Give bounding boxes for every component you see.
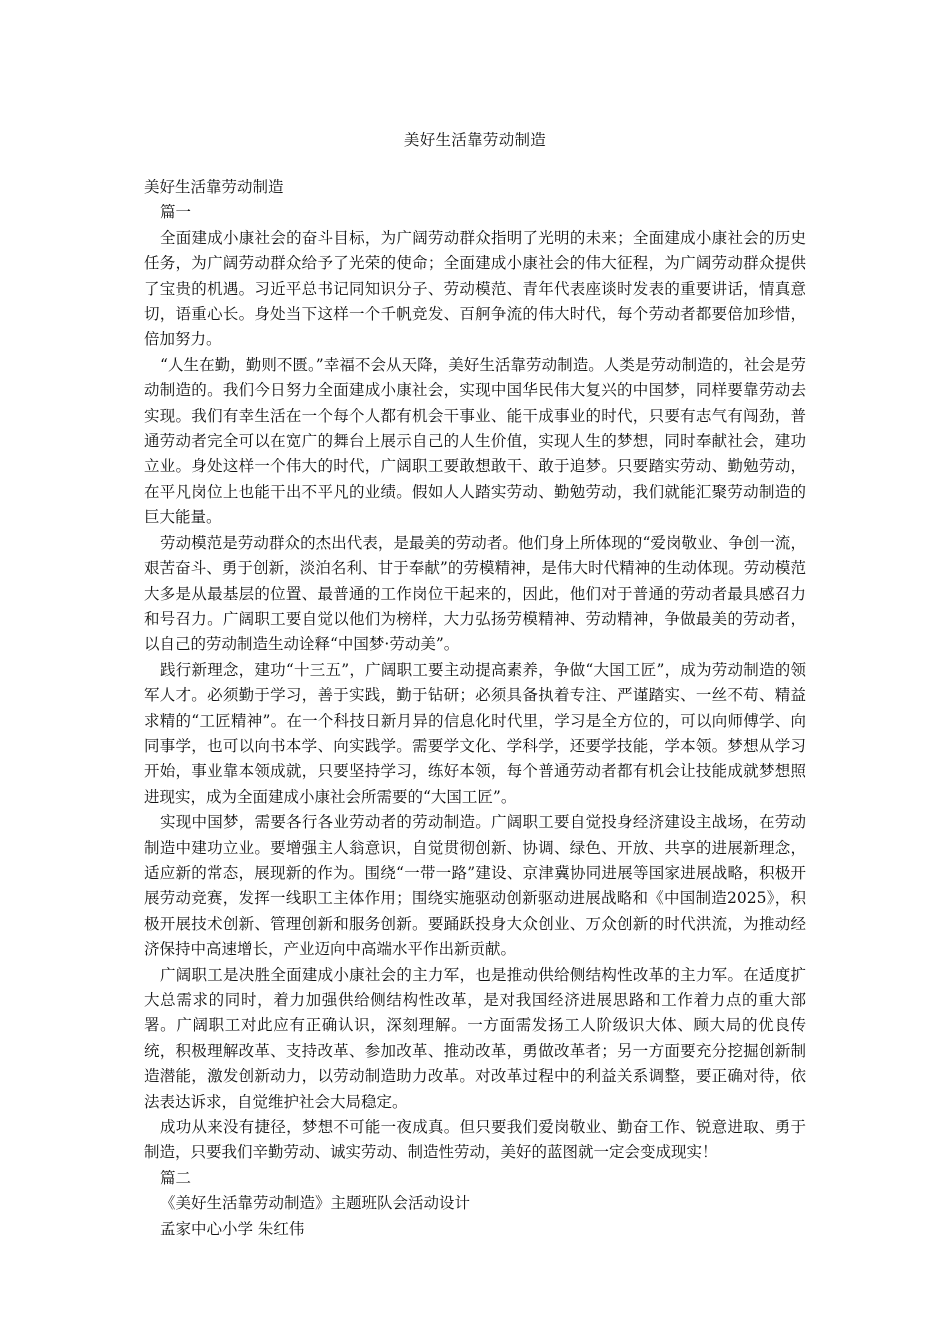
activity-title: 《美好生活靠劳动制造》主题班队会活动设计	[160, 1194, 471, 1213]
document-body	[144, 175, 806, 1242]
paragraph-1: 全面建成小康社会的奋斗目标，为广阔劳动群众指明了光明的未来；全面建成小康社会的历史任务，为广阔劳动群众给予了光荣的使命；全面建成小康社会的伟大征程，为广阔劳动群众提供了宝贵的机遇。习近平总书记同知识分子、劳动模范、青年代表座谈时发表的重要讲话，情真意切，语重心长。身处当下这样一个千帆竞发、百舸争流的伟大时代，每个劳动者都要倍加珍惜，倍加努力。	[144, 228, 806, 349]
paragraph-4: 践行新理念，建功“十三五”，广阔职工要主动提高素养，争做“大国工匠”，成为劳动制造的领军人才。必须勤于学习，善于实践，勤于钻研；必须具备执着专注、严谨踏实、一丝不苟、精益求精的“工匠精神”。在一个科技日新月异的信息化时代里，学习是全方位的，可以向师傅学、向同事学，也可以向书本学、向实践学。需要学文化、学科学，还要学技能，学本领。梦想从学习开始，事业靠本领成就，只要坚持学习，练好本领，每个普通劳动者都有机会让技能成就梦想照进现实，成为全面建成小康社会所需要的“大国工匠”。	[144, 660, 806, 806]
author-line: 孟家中心小学 朱红伟	[160, 1219, 305, 1238]
section-label-1: 篇一	[160, 203, 192, 222]
page-title: 美好生活靠劳动制造	[403, 131, 547, 149]
paragraph-2: “人生在勤，勤则不匮。”幸福不会从天降，美好生活靠劳动制造。人类是劳动制造的，社会是劳动制造的。我们今日努力全面建成小康社会，实现中国华民伟大复兴的中国梦，同样要靠劳动去实现。我们有幸生活在一个每个人都有机会干事业、能干成事业的时代，只要有志气有闯劲，普通劳动者完全可以在宽广的舞台上展示自己的人生价值，实现人生的梦想，同时奉献社会，建功立业。身处这样一个伟大的时代，广阔职工要敢想敢干、敢于追梦。只要踏实劳动、勤勉劳动，在平凡岗位上也能干出不平凡的业绩。假如人人踏实劳动、勤勉劳动，我们就能汇聚劳动制造的巨大能量。	[144, 355, 806, 527]
section-label-2: 篇二	[160, 1168, 192, 1187]
article-heading: 美好生活靠劳动制造	[144, 178, 284, 196]
paragraph-7: 成功从来没有捷径，梦想不可能一夜成真。但只要我们爱岗敬业、勤奋工作、锐意进取、勇于制造，只要我们辛勤劳动、诚实劳动、制造性劳动，美好的蓝图就一定会变成现实！	[144, 1118, 806, 1162]
paragraph-6: 广阔职工是决胜全面建成小康社会的主力军，也是推动供给侧结构性改革的主力军。在适度扩大总需求的同时，着力加强供给侧结构性改革，是对我国经济进展思路和工作着力点的重大部署。广阔职工对此应有正确认识，深刻理解。一方面需发扬工人阶级识大体、顾大局的优良传统，积极理解改革、支持改革、参加改革、推动改革，勇做改革者；另一方面要充分挖掘创新制造潜能，激发创新动力，以劳动制造助力改革。对改革过程中的利益关系调整，要正确对待，依法表达诉求，自觉维护社会大局稳定。	[144, 965, 806, 1111]
paragraph-5: 实现中国梦，需要各行各业劳动者的劳动制造。广阔职工要自觉投身经济建设主战场，在劳动制造中建功立业。要增强主人翁意识，自觉贯彻创新、协调、绿色、开放、共享的进展新理念，适应新的常态，展现新的作为。围绕“一带一路”建设、京津冀协同进展等国家进展战略，积极开展劳动竞赛，发挥一线职工主体作用；围绕实施驱动创新驱动进展战略和《中国制造2025》，积极开展技术创新、管理创新和服务创新。要踊跃投身大众创业、万众创新的时代洪流，为推动经济保持中高速增长，产业迈向中高端水平作出新贡献。	[144, 813, 806, 959]
paragraph-3: 劳动模范是劳动群众的杰出代表，是最美的劳动者。他们身上所体现的“爱岗敬业、争创一流，艰苦奋斗、勇于创新，淡泊名利、甘于奉献”的劳模精神，是伟大时代精神的生动体现。劳动模范大多是从最基层的位置、最普通的工作岗位干起来的，因此，他们对于普通的劳动者最具感召力和号召力。广阔职工要自觉以他们为榜样，大力弘扬劳模精神、劳动精神，争做最美的劳动者，以自己的劳动制造生动诠释“中国梦·劳动美”。	[144, 533, 806, 654]
